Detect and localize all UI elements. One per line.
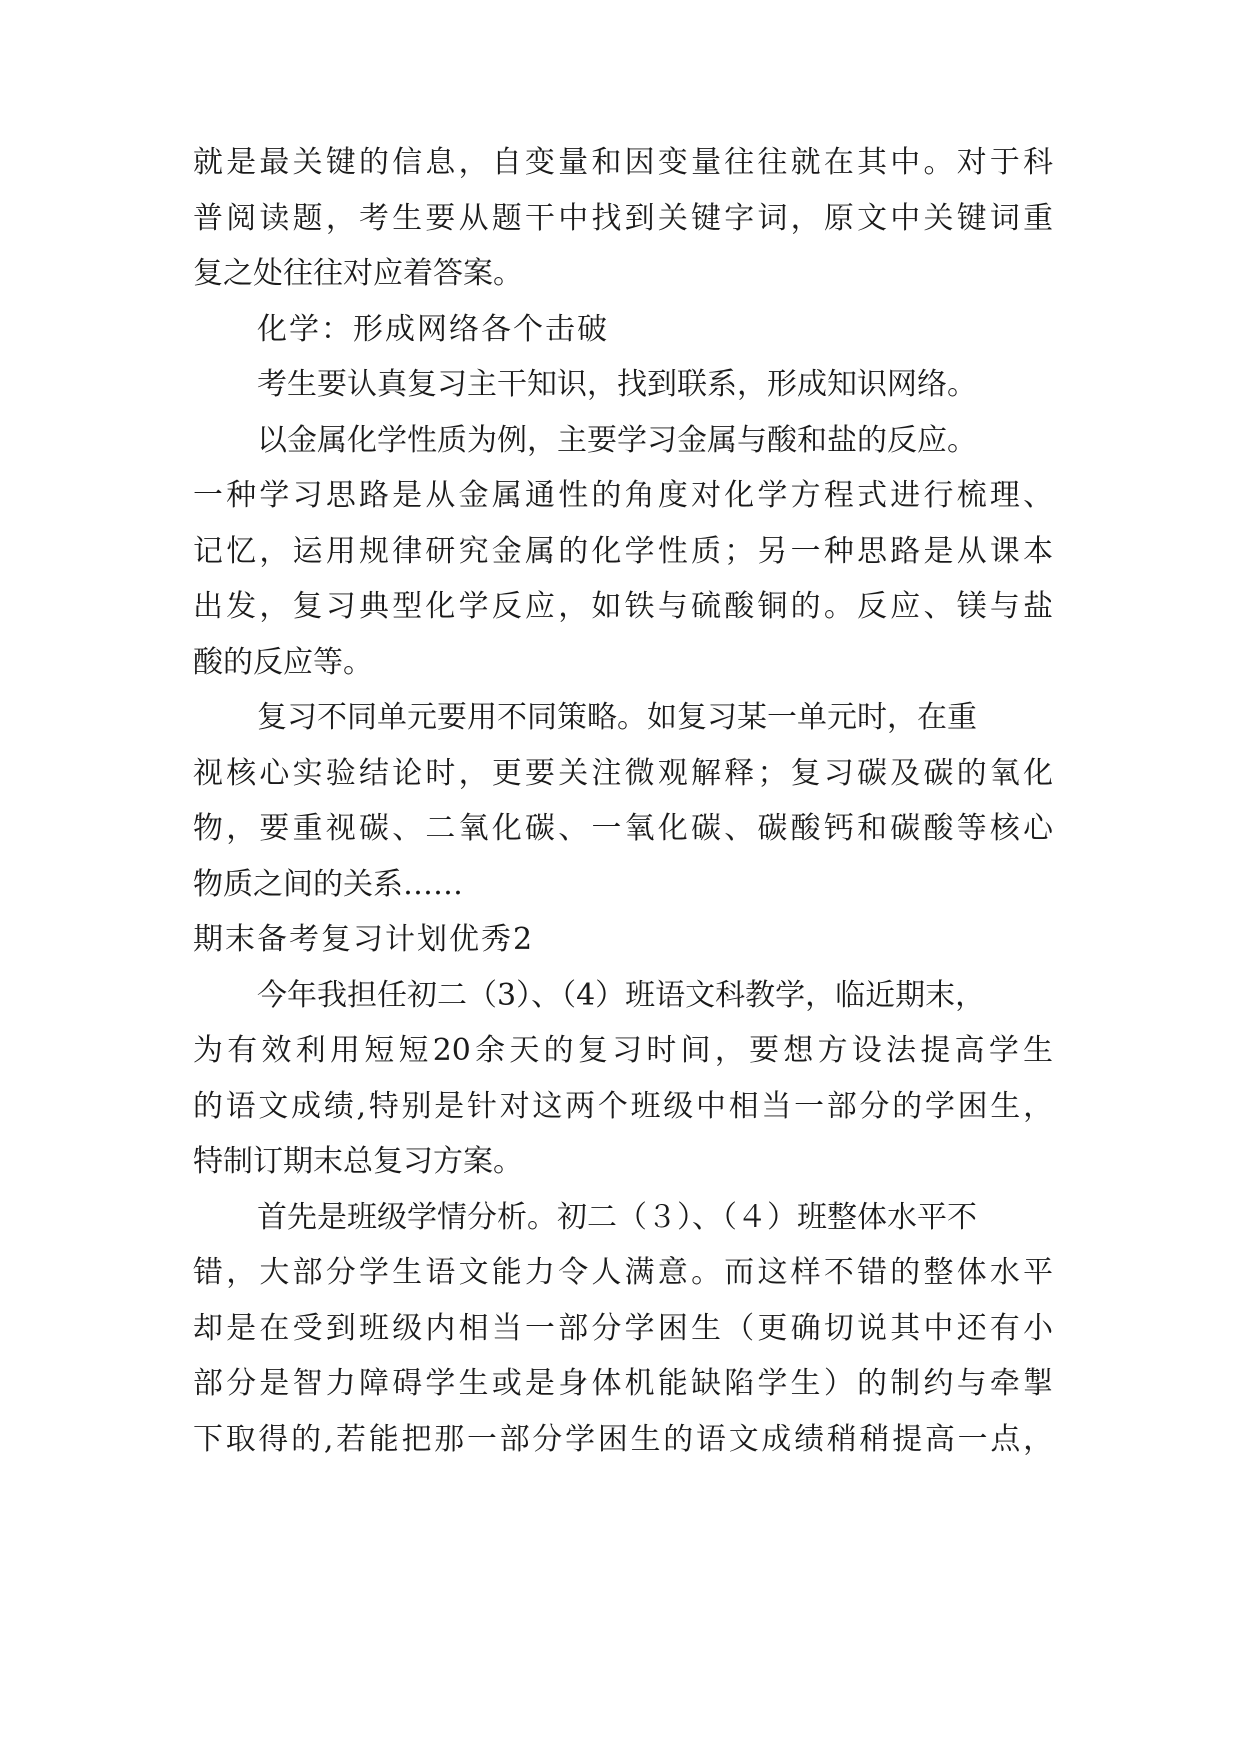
section-heading-plan-2: 期末备考复习计划优秀2: [193, 922, 535, 957]
paragraph-line: 出发，复习典型化学反应，如铁与硫酸铜的。反应、镁与盐: [193, 589, 1053, 624]
paragraph-line: 的语文成绩,特别是针对这两个班级中相当一部分的学困生，: [193, 1089, 1053, 1124]
paragraph-line: 复习不同单元要用不同策略。如复习某一单元时，在重: [257, 700, 977, 735]
paragraph-line: 却是在受到班级内相当一部分学困生（更确切说其中还有小: [193, 1311, 1053, 1346]
paragraph-line: 部分是智力障碍学生或是身体机能缺陷学生）的制约与牵掣: [193, 1366, 1053, 1401]
paragraph-line: 酸的反应等。: [193, 645, 373, 680]
paragraph-line: 错，大部分学生语文能力令人满意。而这样不错的整体水平: [193, 1255, 1053, 1290]
paragraph-line: 物质之间的关系……: [193, 867, 463, 902]
paragraph-line: 特制订期末总复习方案。: [193, 1144, 523, 1179]
paragraph-line: 普阅读题，考生要从题干中找到关键字词，原文中关键词重: [193, 201, 1053, 236]
paragraph-line: 复之处往往对应着答案。: [193, 256, 523, 291]
paragraph-line: 记忆，运用规律研究金属的化学性质；另一种思路是从课本: [193, 534, 1053, 569]
paragraph-line: 下取得的,若能把那一部分学困生的语文成绩稍稍提高一点，: [193, 1422, 1053, 1457]
paragraph-line: 就是最关键的信息，自变量和因变量往往就在其中。对于科: [193, 145, 1053, 180]
section-heading-chemistry: 化学：形成网络各个击破: [257, 312, 609, 347]
paragraph-line: 今年我担任初二（3）、（4）班语文科教学，临近期末，: [257, 978, 986, 1013]
paragraph-line: 一种学习思路是从金属通性的角度对化学方程式进行梳理、: [193, 478, 1053, 513]
paragraph-line: 以金属化学性质为例，主要学习金属与酸和盐的反应。: [257, 423, 977, 458]
paragraph-line: 首先是班级学情分析。初二（３）、（４）班整体水平不: [257, 1200, 977, 1235]
paragraph-line: 为有效利用短短20余天的复习时间，要想方设法提高学生: [193, 1033, 1053, 1068]
paragraph-line: 物，要重视碳、二氧化碳、一氧化碳、碳酸钙和碳酸等核心: [193, 811, 1053, 846]
paragraph-line: 考生要认真复习主干知识，找到联系，形成知识网络。: [257, 367, 977, 402]
paragraph-line: 视核心实验结论时，更要关注微观解释；复习碳及碳的氧化: [193, 756, 1053, 791]
